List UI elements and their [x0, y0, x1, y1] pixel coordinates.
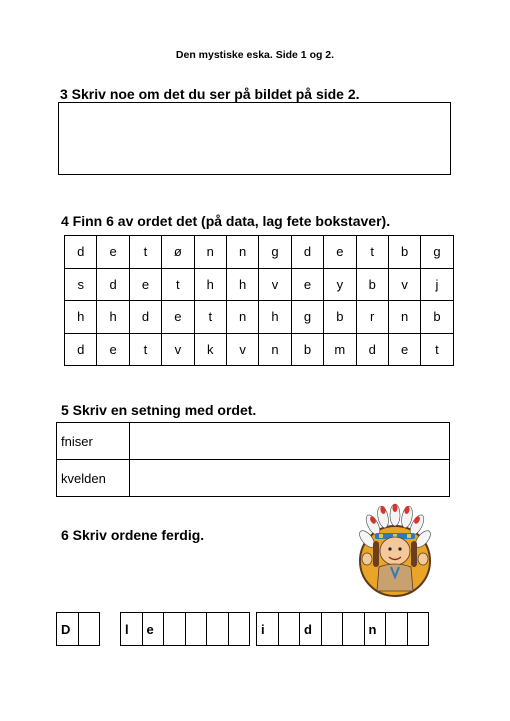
letter-box[interactable] [78, 612, 101, 646]
letter-box[interactable]: l [120, 612, 143, 646]
grid-letter[interactable]: n [388, 301, 420, 334]
grid-letter[interactable]: t [421, 333, 453, 366]
grid-letter[interactable]: b [388, 236, 420, 269]
grid-letter[interactable]: e [97, 333, 129, 366]
grid-letter[interactable]: d [97, 268, 129, 301]
task5-heading: 5 Skriv en setning med ordet. [61, 402, 257, 418]
grid-letter[interactable]: t [129, 333, 161, 366]
grid-row [65, 301, 454, 334]
task6-heading: 6 Skriv ordene ferdig. [61, 527, 205, 543]
letter-box[interactable] [385, 612, 408, 646]
grid-letter[interactable]: b [324, 301, 356, 334]
grid-letter[interactable]: d [129, 301, 161, 334]
grid-letter[interactable]: d [65, 236, 97, 269]
grid-letter[interactable]: e [162, 301, 194, 334]
grid-letter[interactable]: e [324, 236, 356, 269]
native-child-illustration [355, 503, 435, 599]
letter-box[interactable]: e [142, 612, 165, 646]
grid-letter[interactable]: t [194, 301, 226, 334]
grid-letter[interactable]: t [162, 268, 194, 301]
grid-letter[interactable]: v [259, 268, 291, 301]
letter-box[interactable] [407, 612, 430, 646]
word-boxes-3 [256, 612, 429, 646]
grid-letter[interactable]: ø [162, 236, 194, 269]
sentence-table [56, 422, 450, 497]
sentence-row [57, 460, 450, 497]
grid-letter[interactable]: r [356, 301, 388, 334]
grid-letter[interactable]: g [421, 236, 453, 269]
letter-box[interactable] [321, 612, 344, 646]
grid-letter[interactable]: v [226, 333, 258, 366]
grid-letter[interactable]: m [324, 333, 356, 366]
grid-letter[interactable]: h [65, 301, 97, 334]
grid-letter[interactable]: h [259, 301, 291, 334]
sentence-answer-cell[interactable] [130, 460, 450, 497]
grid-letter[interactable]: b [356, 268, 388, 301]
task4-heading: 4 Finn 6 av ordet det (på data, lag fete bokstaver). [61, 213, 391, 229]
page-title: Den mystiske eska. Side 1 og 2. [175, 49, 335, 61]
grid-letter[interactable]: e [97, 236, 129, 269]
word-boxes-1 [56, 612, 100, 646]
grid-letter[interactable]: h [226, 268, 258, 301]
letter-box[interactable]: d [299, 612, 322, 646]
letter-box[interactable] [342, 612, 365, 646]
task3-answer-box[interactable] [58, 102, 451, 175]
letter-box[interactable] [163, 612, 186, 646]
letter-box[interactable] [228, 612, 251, 646]
grid-letter[interactable]: e [388, 333, 420, 366]
task3-heading: 3 Skriv noe om det du ser på bildet på side 2. [60, 86, 360, 102]
grid-letter[interactable]: t [356, 236, 388, 269]
letter-box[interactable]: n [364, 612, 387, 646]
grid-row [65, 333, 454, 366]
grid-letter[interactable]: h [97, 301, 129, 334]
grid-letter[interactable]: j [421, 268, 453, 301]
grid-letter[interactable]: g [259, 236, 291, 269]
grid-letter[interactable]: d [65, 333, 97, 366]
grid-letter[interactable]: d [356, 333, 388, 366]
sentence-row [57, 423, 450, 460]
grid-letter[interactable]: n [259, 333, 291, 366]
sentence-answer-cell[interactable] [130, 423, 450, 460]
letter-box[interactable] [185, 612, 208, 646]
grid-letter[interactable]: e [129, 268, 161, 301]
word-search-grid [64, 235, 454, 366]
grid-row [65, 268, 454, 301]
grid-letter[interactable]: n [194, 236, 226, 269]
grid-letter[interactable]: n [226, 236, 258, 269]
letter-box[interactable] [206, 612, 229, 646]
grid-letter[interactable]: n [226, 301, 258, 334]
grid-letter[interactable]: k [194, 333, 226, 366]
sentence-word: kvelden [57, 460, 130, 497]
grid-letter[interactable]: e [291, 268, 323, 301]
letter-box[interactable]: D [56, 612, 79, 646]
word-boxes-2 [120, 612, 250, 646]
grid-letter[interactable]: t [129, 236, 161, 269]
grid-letter[interactable]: s [65, 268, 97, 301]
grid-letter[interactable]: v [388, 268, 420, 301]
letter-box[interactable]: i [256, 612, 279, 646]
grid-letter[interactable]: b [421, 301, 453, 334]
letter-box[interactable] [278, 612, 301, 646]
grid-row [65, 236, 454, 269]
grid-letter[interactable]: g [291, 301, 323, 334]
sentence-word: fniser [57, 423, 130, 460]
grid-letter[interactable]: y [324, 268, 356, 301]
grid-letter[interactable]: b [291, 333, 323, 366]
grid-letter[interactable]: v [162, 333, 194, 366]
grid-letter[interactable]: h [194, 268, 226, 301]
grid-letter[interactable]: d [291, 236, 323, 269]
